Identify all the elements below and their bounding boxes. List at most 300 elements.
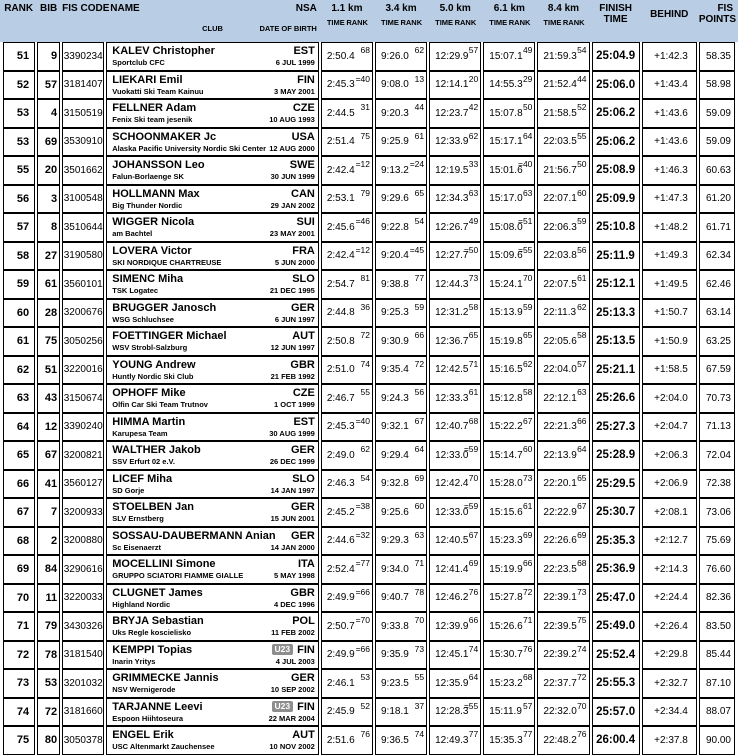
- split-time: 9:23.5: [380, 677, 409, 689]
- bib-cell: 80: [37, 726, 60, 755]
- split-rank: 67: [577, 501, 587, 511]
- split-rank: 68: [360, 45, 370, 55]
- rank-cell: 65: [3, 441, 35, 470]
- split-cell-6.1km: [483, 299, 535, 328]
- table-row: [3, 413, 735, 442]
- split-time: 2:49.9: [326, 649, 355, 661]
- table-row: [3, 669, 735, 698]
- club-name: WSG Schluchsee: [112, 314, 174, 324]
- fiscode-cell: 3560101: [62, 270, 104, 299]
- club-name: Falun-Borlaenge SK: [112, 172, 184, 182]
- behind-cell: +2:14.3: [642, 555, 697, 584]
- fis-points-cell: 61.71: [699, 213, 735, 242]
- split-time: 2:53.1: [326, 193, 355, 205]
- athlete-cell: [106, 299, 319, 328]
- split-cell-1.1km: [321, 156, 373, 185]
- table-row: [3, 213, 735, 242]
- split-cell-8.4km: [537, 669, 589, 698]
- table-row: [3, 555, 735, 584]
- split-time: 22:13.9: [543, 449, 577, 461]
- fiscode-cell: 3560127: [62, 470, 104, 499]
- header-rank-sub-label: RANK: [508, 18, 531, 27]
- header-rank-sub-label: RANK: [454, 18, 477, 27]
- fiscode-cell: 3050378: [62, 726, 104, 755]
- split-time: 12:23.7: [435, 107, 469, 119]
- split-rank: 50: [522, 102, 533, 112]
- bib-cell: 53: [37, 669, 60, 698]
- split-time: 15:19.8: [489, 335, 523, 347]
- split-cell-6.1km: [483, 641, 535, 670]
- split-rank: 72: [577, 672, 587, 682]
- split-rank: =24: [409, 159, 425, 169]
- split-time: 2:45.3: [326, 421, 355, 433]
- split-time: 12:45.1: [435, 649, 469, 661]
- split-cell-3.4km: [375, 71, 427, 100]
- date-of-birth: 10 SEP 2002: [270, 685, 315, 695]
- split-time: 12:35.9: [435, 677, 469, 689]
- split-time: 15:19.9: [489, 563, 523, 575]
- split-time: 9:33.8: [380, 620, 409, 632]
- split-time: 22:06.3: [543, 221, 577, 233]
- fiscode-cell: 3390240: [62, 413, 104, 442]
- split-cell-6.1km: [483, 669, 535, 698]
- split-rank: =46: [355, 216, 370, 226]
- date-of-birth: 21 FEB 1992: [270, 371, 315, 381]
- split-time: 2:42.4: [326, 164, 355, 176]
- split-time: 2:45.3: [326, 79, 355, 91]
- header-time-label: TIME: [435, 18, 454, 27]
- bib-cell: 84: [37, 555, 60, 584]
- split-time: 15:17.0: [489, 193, 523, 205]
- fiscode-cell: 3390234: [62, 42, 104, 71]
- split-time: 2:45.9: [326, 706, 355, 718]
- club-name: Uks Regle koscielisko: [112, 628, 192, 638]
- split-cell-5.0km: [429, 71, 481, 100]
- fis-points-cell: 59.09: [699, 99, 735, 128]
- split-time: 15:07.1: [489, 50, 523, 62]
- behind-cell: +2:06.3: [642, 441, 697, 470]
- split-rank: 79: [360, 187, 370, 198]
- finish-time-cell: 25:26.6: [592, 384, 640, 413]
- fiscode-cell: 3290616: [62, 555, 104, 584]
- split-rank: 65: [522, 330, 533, 340]
- split-rank: =40: [355, 73, 370, 84]
- header-name-cell: [106, 0, 319, 33]
- date-of-birth: 5 MAY 1998: [273, 571, 315, 581]
- split-cell-1.1km: [321, 669, 373, 698]
- behind-cell: +2:26.4: [642, 612, 697, 641]
- split-cell-6.1km: [483, 356, 535, 385]
- split-cell-3.4km: [375, 698, 427, 727]
- split-time: 9:22.8: [380, 221, 409, 233]
- split-time: 15:26.6: [489, 620, 523, 632]
- header-fiscode-cell: [62, 0, 110, 33]
- split-cell-8.4km: [537, 42, 589, 71]
- fiscode-cell: 3220033: [62, 584, 104, 613]
- split-time: 12:42.5: [435, 364, 469, 376]
- table-row: [3, 99, 735, 128]
- split-cell-5.0km: [429, 584, 481, 613]
- split-time: 12:33.0: [435, 449, 469, 461]
- behind-cell: +2:12.7: [642, 527, 697, 556]
- split-cell-8.4km: [537, 612, 589, 641]
- club-name: NSV Wernigerode: [112, 685, 176, 695]
- split-cell-5.0km: [429, 299, 481, 328]
- split-rank: 61: [414, 130, 425, 141]
- split-rank: 62: [577, 301, 587, 312]
- header-rank-sub-label: RANK: [562, 18, 585, 27]
- behind-cell: +2:32.7: [642, 669, 697, 698]
- rank-cell: 61: [3, 327, 35, 356]
- split-rank: 71: [522, 615, 533, 625]
- finish-time-cell: 25:21.1: [592, 356, 640, 385]
- split-time: 12:36.7: [435, 335, 469, 347]
- club-name: Fenix Ski team jesenik: [112, 115, 193, 125]
- date-of-birth: 23 MAY 2001: [269, 229, 315, 239]
- date-of-birth: 21 DEC 1995: [269, 286, 315, 296]
- split-cell-5.0km: [429, 698, 481, 727]
- split-rank: 55: [360, 387, 370, 397]
- split-time: 22:21.3: [543, 421, 577, 433]
- fis-points-cell: 70.73: [699, 384, 735, 413]
- split-rank: 56: [414, 387, 425, 397]
- athlete-name: SOSSAU-DAUBERMANN Anian: [112, 529, 276, 542]
- fis-points-cell: 61.20: [699, 185, 735, 214]
- athlete-name: BRUGGER Janosch: [112, 301, 217, 314]
- athlete-cell: [106, 242, 319, 271]
- athlete-cell: [106, 71, 319, 100]
- date-of-birth: 22 MAR 2004: [268, 713, 315, 723]
- split-rank: 37: [414, 700, 425, 711]
- split-time: 12:29.9: [435, 50, 469, 62]
- split-rank: 54: [414, 216, 425, 226]
- athlete-name: FELLNER Adam: [112, 102, 197, 115]
- behind-cell: +1:50.9: [642, 327, 697, 356]
- split-time: 9:20.4: [380, 250, 409, 262]
- split-rank: =59: [463, 444, 479, 454]
- behind-cell: +2:06.9: [642, 470, 697, 499]
- bib-cell: 43: [37, 384, 60, 413]
- fis-points-cell: 62.34: [699, 242, 735, 271]
- split-rank: 52: [577, 102, 587, 112]
- split-rank: =12: [355, 159, 370, 169]
- athlete-name: KALEV Christopher: [112, 45, 215, 58]
- finish-time-cell: 25:55.3: [592, 669, 640, 698]
- behind-cell: +1:50.7: [642, 299, 697, 328]
- split-rank: 36: [360, 301, 370, 312]
- club-name: SSV Erfurt 02 e.V.: [112, 457, 175, 467]
- split-time: 15:23.3: [489, 535, 523, 547]
- split-time: 2:49.0: [326, 449, 355, 461]
- split-cell-3.4km: [375, 213, 427, 242]
- rank-cell: 52: [3, 71, 35, 100]
- split-cell-1.1km: [321, 327, 373, 356]
- split-rank: 55: [414, 672, 425, 682]
- fis-points-cell: 58.35: [699, 42, 735, 71]
- fiscode-cell: 3150674: [62, 384, 104, 413]
- split-cell-1.1km: [321, 726, 373, 755]
- athlete-cell: [106, 641, 319, 670]
- split-cell-6.1km: [483, 270, 535, 299]
- rank-cell: 67: [3, 498, 35, 527]
- date-of-birth: 14 JAN 1997: [270, 485, 315, 495]
- split-cell-8.4km: [537, 156, 589, 185]
- split-time: 15:23.2: [489, 677, 523, 689]
- split-cell-1.1km: [321, 213, 373, 242]
- split-rank: 65: [414, 187, 425, 198]
- u23-badge: U23: [272, 701, 294, 712]
- club-name: Inarin Yritys: [112, 656, 156, 666]
- split-rank: 68: [577, 558, 587, 568]
- split-rank: 81: [360, 273, 370, 283]
- split-time: 22:11.3: [543, 307, 577, 319]
- table-row: [3, 356, 735, 385]
- split-rank: 63: [577, 387, 587, 397]
- split-time: 22:39.1: [543, 592, 577, 604]
- split-time: 15:15.6: [489, 506, 523, 518]
- split-cell-3.4km: [375, 42, 427, 71]
- split-time: 9:34.0: [380, 563, 409, 575]
- table-row: [3, 612, 735, 641]
- split-cell-6.1km: [483, 185, 535, 214]
- header-table: [1, 0, 737, 33]
- fis-points-cell: 87.10: [699, 669, 735, 698]
- fiscode-cell: 3530910: [62, 128, 104, 157]
- bib-cell: 41: [37, 470, 60, 499]
- athlete-cell: [106, 270, 319, 299]
- finish-time-cell: 25:11.9: [592, 242, 640, 271]
- behind-cell: +2:29.8: [642, 641, 697, 670]
- split-cell-3.4km: [375, 156, 427, 185]
- split-time: 2:50.8: [326, 335, 355, 347]
- split-cell-5.0km: [429, 441, 481, 470]
- results-table: [1, 42, 737, 755]
- split-time: 12:31.2: [435, 307, 469, 319]
- split-time: 22:48.2: [543, 734, 577, 746]
- athlete-name: STOELBEN Jan: [112, 501, 194, 514]
- athlete-name: BRYJA Sebastian: [112, 615, 204, 628]
- split-rank: 62: [468, 130, 479, 141]
- split-time: 12:44.3: [435, 278, 469, 290]
- fiscode-cell: 3200880: [62, 527, 104, 556]
- rank-cell: 64: [3, 413, 35, 442]
- split-time: 9:32.1: [380, 421, 409, 433]
- split-time: 14:55.3: [489, 79, 523, 91]
- nsa-code: CZE: [292, 387, 315, 400]
- split-cell-5.0km: [429, 242, 481, 271]
- athlete-name: SIMENC Miha: [112, 273, 184, 286]
- split-cell-1.1km: [321, 356, 373, 385]
- split-cell-1.1km: [321, 641, 373, 670]
- split-cell-6.1km: [483, 441, 535, 470]
- bib-cell: 11: [37, 584, 60, 613]
- split-rank: 60: [522, 444, 533, 454]
- nsa-code: GER: [291, 529, 315, 542]
- split-rank: 44: [577, 73, 587, 84]
- split-rank: 52: [360, 700, 370, 711]
- athlete-cell: [106, 669, 319, 698]
- split-cell-6.1km: [483, 555, 535, 584]
- split-rank: 75: [577, 615, 587, 625]
- finish-time-cell: 25:06.2: [592, 128, 640, 157]
- split-rank: 72: [414, 358, 425, 369]
- finish-time-cell: 25:36.9: [592, 555, 640, 584]
- rank-cell: 56: [3, 185, 35, 214]
- athlete-name: TARJANNE Leevi: [112, 700, 203, 713]
- split-cell-3.4km: [375, 498, 427, 527]
- split-rank: 59: [414, 301, 425, 312]
- header-fispoints-cell: [699, 0, 735, 33]
- split-cell-6.1km: [483, 498, 535, 527]
- split-time: 2:45.6: [326, 221, 355, 233]
- behind-cell: +2:04.0: [642, 384, 697, 413]
- split-time: 2:49.9: [326, 592, 355, 604]
- fis-points-cell: 76.60: [699, 555, 735, 584]
- bib-cell: 79: [37, 612, 60, 641]
- athlete-cell: [106, 698, 319, 727]
- nsa-code: ITA: [297, 558, 315, 571]
- split-cell-1.1km: [321, 470, 373, 499]
- date-of-birth: 14 JAN 2000: [270, 542, 315, 552]
- split-rank: 71: [414, 558, 425, 568]
- behind-cell: +1:58.5: [642, 356, 697, 385]
- split-cell-1.1km: [321, 612, 373, 641]
- split-rank: =12: [355, 244, 370, 255]
- split-time: 22:03.8: [543, 250, 577, 262]
- fis-points-cell: 67.59: [699, 356, 735, 385]
- table-row: [3, 327, 735, 356]
- athlete-name: WALTHER Jakob: [112, 444, 201, 457]
- behind-cell: +2:24.4: [642, 584, 697, 613]
- table-row: [3, 441, 735, 470]
- split-time: 12:28.3: [435, 706, 469, 718]
- nsa-code: POL: [292, 615, 315, 628]
- split-time: 9:08.0: [380, 79, 409, 91]
- split-cell-1.1km: [321, 413, 373, 442]
- split-cell-6.1km: [483, 42, 535, 71]
- split-time: 2:42.4: [326, 250, 355, 262]
- header-fiscode-label: FIS CODE: [62, 3, 110, 14]
- header-fis-line1: FIS: [717, 3, 733, 14]
- split-cell-3.4km: [375, 470, 427, 499]
- split-cell-6.1km: [483, 213, 535, 242]
- split-rank: =45: [409, 244, 425, 255]
- split-time: 12:33.9: [435, 136, 469, 148]
- rank-cell: 53: [3, 99, 35, 128]
- club-name: am Bachtel: [112, 229, 153, 239]
- split-time: 2:51.0: [326, 364, 355, 376]
- split-cell-3.4km: [375, 441, 427, 470]
- split-time: 15:35.3: [489, 734, 523, 746]
- rank-cell: 72: [3, 641, 35, 670]
- split-rank: =55: [463, 700, 479, 711]
- split-rank: 57: [468, 45, 479, 55]
- fiscode-cell: 3181540: [62, 641, 104, 670]
- split-rank: =77: [355, 558, 370, 568]
- nsa-code: SLO: [292, 273, 315, 286]
- split-time: 15:22.2: [489, 421, 523, 433]
- date-of-birth: 10 AUG 1993: [269, 115, 315, 125]
- table-row: [3, 42, 735, 71]
- split-cell-5.0km: [429, 185, 481, 214]
- split-cell-8.4km: [537, 726, 589, 755]
- split-time: 9:30.9: [380, 335, 409, 347]
- split-rank: 49: [468, 216, 479, 226]
- split-cell-5.0km: [429, 641, 481, 670]
- athlete-cell: [106, 441, 319, 470]
- athlete-cell: [106, 356, 319, 385]
- split-rank: 62: [360, 444, 370, 454]
- split-rank: =70: [355, 615, 370, 625]
- athlete-cell: [106, 99, 319, 128]
- athlete-name: WIGGER Nicola: [112, 216, 195, 229]
- split-rank: 42: [468, 102, 479, 112]
- split-rank: 66: [414, 330, 425, 340]
- nsa-code: FIN: [297, 643, 315, 656]
- athlete-name: YOUNG Andrew: [112, 358, 196, 371]
- split-cell-3.4km: [375, 584, 427, 613]
- split-cell-6.1km: [483, 726, 535, 755]
- behind-cell: +1:43.6: [642, 128, 697, 157]
- finish-time-cell: 25:27.3: [592, 413, 640, 442]
- finish-time-cell: 25:08.9: [592, 156, 640, 185]
- split-rank: =50: [463, 244, 479, 255]
- split-cell-5.0km: [429, 527, 481, 556]
- split-rank: 60: [577, 187, 587, 198]
- header-dob-label: DATE OF BIRTH: [259, 24, 317, 33]
- nsa-code: AUT: [292, 729, 315, 742]
- split-time: 2:44.5: [326, 107, 355, 119]
- split-time: 12:42.4: [435, 478, 469, 490]
- split-rank: =66: [355, 643, 370, 654]
- bib-cell: 3: [37, 185, 60, 214]
- split-rank: 58: [468, 301, 479, 312]
- rank-cell: 73: [3, 669, 35, 698]
- rank-cell: 62: [3, 356, 35, 385]
- split-cell-3.4km: [375, 128, 427, 157]
- header-club-label: CLUB: [202, 24, 223, 33]
- split-rank: 76: [468, 586, 479, 597]
- club-name: WSV Strobl-Salzburg: [112, 343, 188, 353]
- split-rank: 67: [522, 415, 533, 426]
- split-time: 15:07.8: [489, 107, 523, 119]
- split-rank: 64: [577, 444, 587, 454]
- behind-cell: +2:08.1: [642, 498, 697, 527]
- header-time-label: TIME: [543, 18, 562, 27]
- fiscode-cell: 3510644: [62, 213, 104, 242]
- nsa-code: EST: [293, 415, 315, 428]
- fis-points-cell: 63.14: [699, 299, 735, 328]
- split-rank: 61: [522, 501, 533, 511]
- nsa-code: EST: [293, 45, 315, 58]
- split-cell-6.1km: [483, 327, 535, 356]
- fis-points-cell: 72.38: [699, 470, 735, 499]
- split-rank: 69: [577, 529, 587, 540]
- split-time: 22:07.1: [543, 193, 577, 205]
- split-time: 22:39.5: [543, 620, 577, 632]
- behind-cell: +2:04.7: [642, 413, 697, 442]
- split-rank: 54: [360, 472, 370, 483]
- split-time: 22:05.6: [543, 335, 577, 347]
- header-rank-cell: [3, 0, 35, 33]
- split-rank: 60: [414, 501, 425, 511]
- split-rank: =55: [517, 244, 533, 255]
- split-rank: 78: [414, 586, 425, 597]
- split-rank: 13: [414, 73, 425, 84]
- bib-cell: 75: [37, 327, 60, 356]
- split-cell-3.4km: [375, 99, 427, 128]
- fiscode-cell: 3050256: [62, 327, 104, 356]
